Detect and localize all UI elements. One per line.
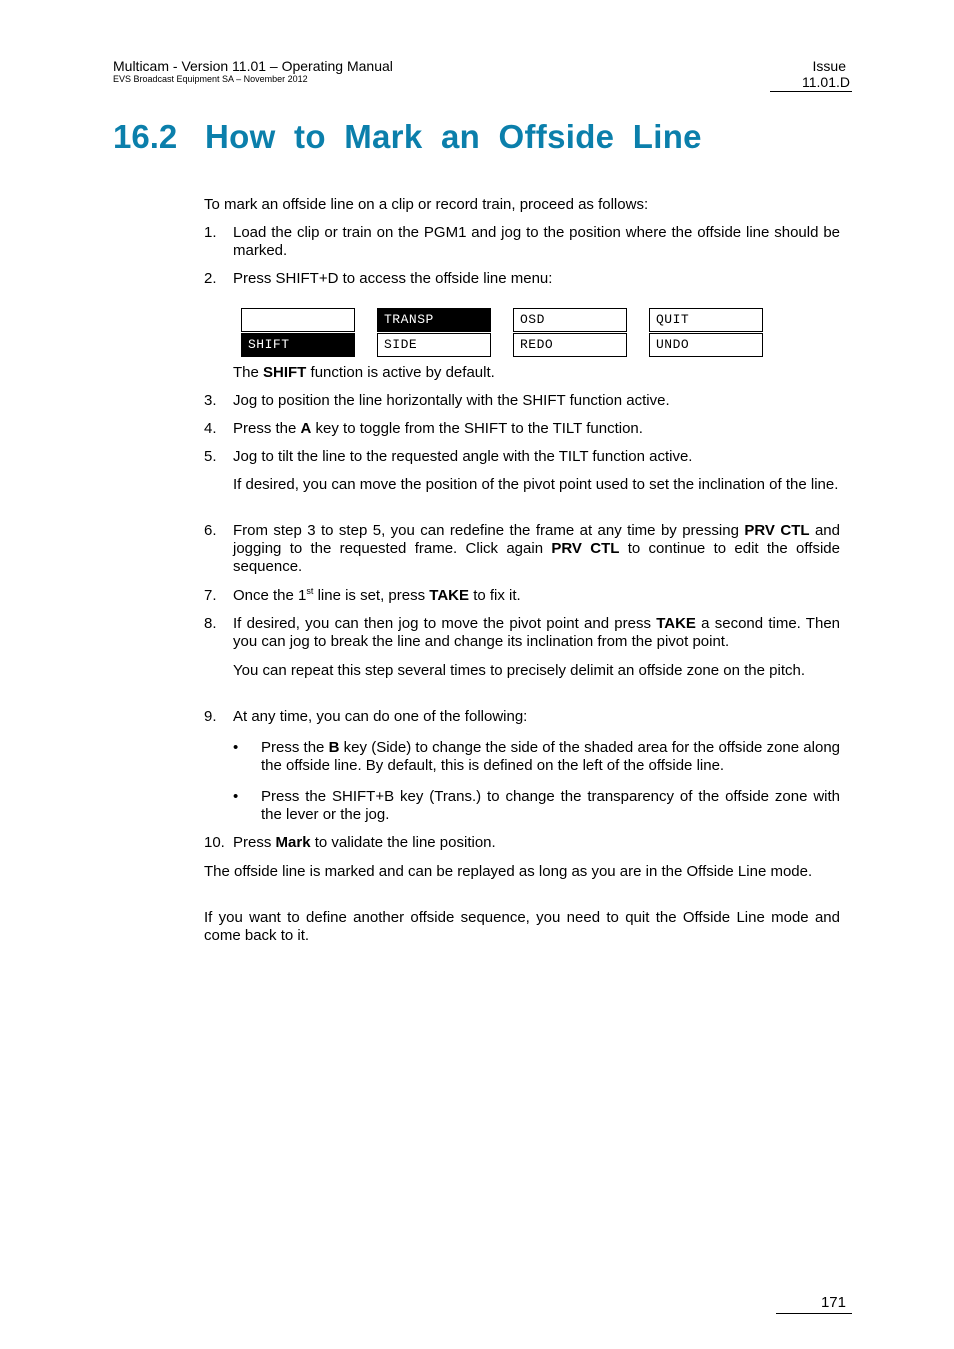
step-1 <box>204 224 840 260</box>
step-5 <box>204 448 840 466</box>
page-number: 171 <box>820 1294 846 1311</box>
note-bold: SHIFT <box>263 364 307 381</box>
step-2 <box>204 270 840 288</box>
bullet-text: Press the B key (Side) to change the side of the shaded area for the offside zone along the offside line. By default, this is defined on the left of the offside line. <box>261 739 841 774</box>
menu-key-redo: REDO <box>513 333 627 357</box>
step-10 <box>204 834 840 852</box>
step-text: At any time, you can do one of the following: <box>233 708 528 725</box>
body-content <box>204 0 840 1349</box>
step-8 <box>204 615 840 651</box>
closing-paragraph: The offside line is marked and can be replayed as long as you are in the Offside Line mode. <box>204 863 813 880</box>
step-text: Press SHIFT+D to access the offside line menu: <box>233 270 553 287</box>
menu-key-quit: QUIT <box>649 308 763 332</box>
step-text: Jog to tilt the line to the requested angle with the TILT function active. <box>233 448 693 465</box>
intro-paragraph: To mark an offside line on a clip or record train, proceed as follows: <box>204 196 649 213</box>
step-7 <box>204 587 840 605</box>
note-text: The <box>233 364 264 381</box>
step-text: Jog to position the line horizontally with the SHIFT function active. <box>233 392 670 409</box>
step-text: Load the clip or train on the PGM1 and jog to the position where the offside line should be marked. <box>233 224 840 259</box>
step-number: 8. <box>204 615 217 632</box>
step-number: 1. <box>204 224 217 241</box>
menu-key-undo: UNDO <box>649 333 763 357</box>
step-8-note: You can repeat this step several times to precisely delimit an offside zone on the pitch. <box>233 662 805 679</box>
step-text: Press Mark to validate the line position. <box>233 834 496 851</box>
issue-value: 11.01.D <box>802 74 850 90</box>
step-number: 3. <box>204 392 217 409</box>
step-4 <box>204 420 840 438</box>
step-number: 6. <box>204 522 217 539</box>
section-title: How to Mark an Offside Line <box>205 118 702 155</box>
menu-key-osd: OSD <box>513 308 627 332</box>
step-text: If desired, you can then jog to move the pivot point and press TAKE a second time. Then you can jog to break the line and change its inclination from the pivot point. <box>233 615 841 650</box>
bullet-icon: • <box>233 788 239 805</box>
step-number: 2. <box>204 270 217 287</box>
step-5-note: If desired, you can move the position of the pivot point used to set the inclination of the line. <box>233 476 839 493</box>
header-subtitle: EVS Broadcast Equipment SA – November 2012 <box>113 74 308 84</box>
bullet-item <box>233 739 840 775</box>
bullet-item <box>233 788 840 824</box>
menu-key-transp: TRANSP <box>377 308 491 332</box>
footer-rule <box>776 1313 852 1314</box>
step-text: From step 3 to step 5, you can redefine the frame at any time by pressing PRV CTL and jogging to the requested frame. Click again PRV CTL to continue to edit the offside sequence. <box>233 522 840 575</box>
menu-key-shift: SHIFT <box>241 333 355 357</box>
menu-key-side: SIDE <box>377 333 491 357</box>
step-9 <box>204 708 840 726</box>
section-number: 16.2 <box>113 118 178 155</box>
step-text: Once the 1st line is set, press TAKE to fix it. <box>233 586 521 604</box>
step-6 <box>204 522 840 576</box>
step-text: Press the A key to toggle from the SHIFT to the TILT function. <box>233 420 643 437</box>
issue-label: Issue <box>812 58 846 74</box>
menu-key-blank <box>241 308 355 332</box>
note-text: function is active by default. <box>306 364 495 381</box>
header-title: Multicam - Version 11.01 – Operating Manual <box>113 58 393 74</box>
step-number: 9. <box>204 708 217 725</box>
closing-paragraph: If you want to define another offside sequence, you need to quit the Offside Line mode and come back to it. <box>204 909 840 944</box>
shift-note <box>233 364 840 382</box>
step-3 <box>204 392 840 410</box>
bullet-text: Press the SHIFT+B key (Trans.) to change the transparency of the offside zone with the lever or the jog. <box>261 788 840 823</box>
bullet-icon: • <box>233 739 239 756</box>
step-number: 4. <box>204 420 217 437</box>
offside-line-menu <box>241 308 764 357</box>
step-number: 7. <box>204 587 217 604</box>
step-number: 10. <box>204 834 225 851</box>
step-number: 5. <box>204 448 217 465</box>
